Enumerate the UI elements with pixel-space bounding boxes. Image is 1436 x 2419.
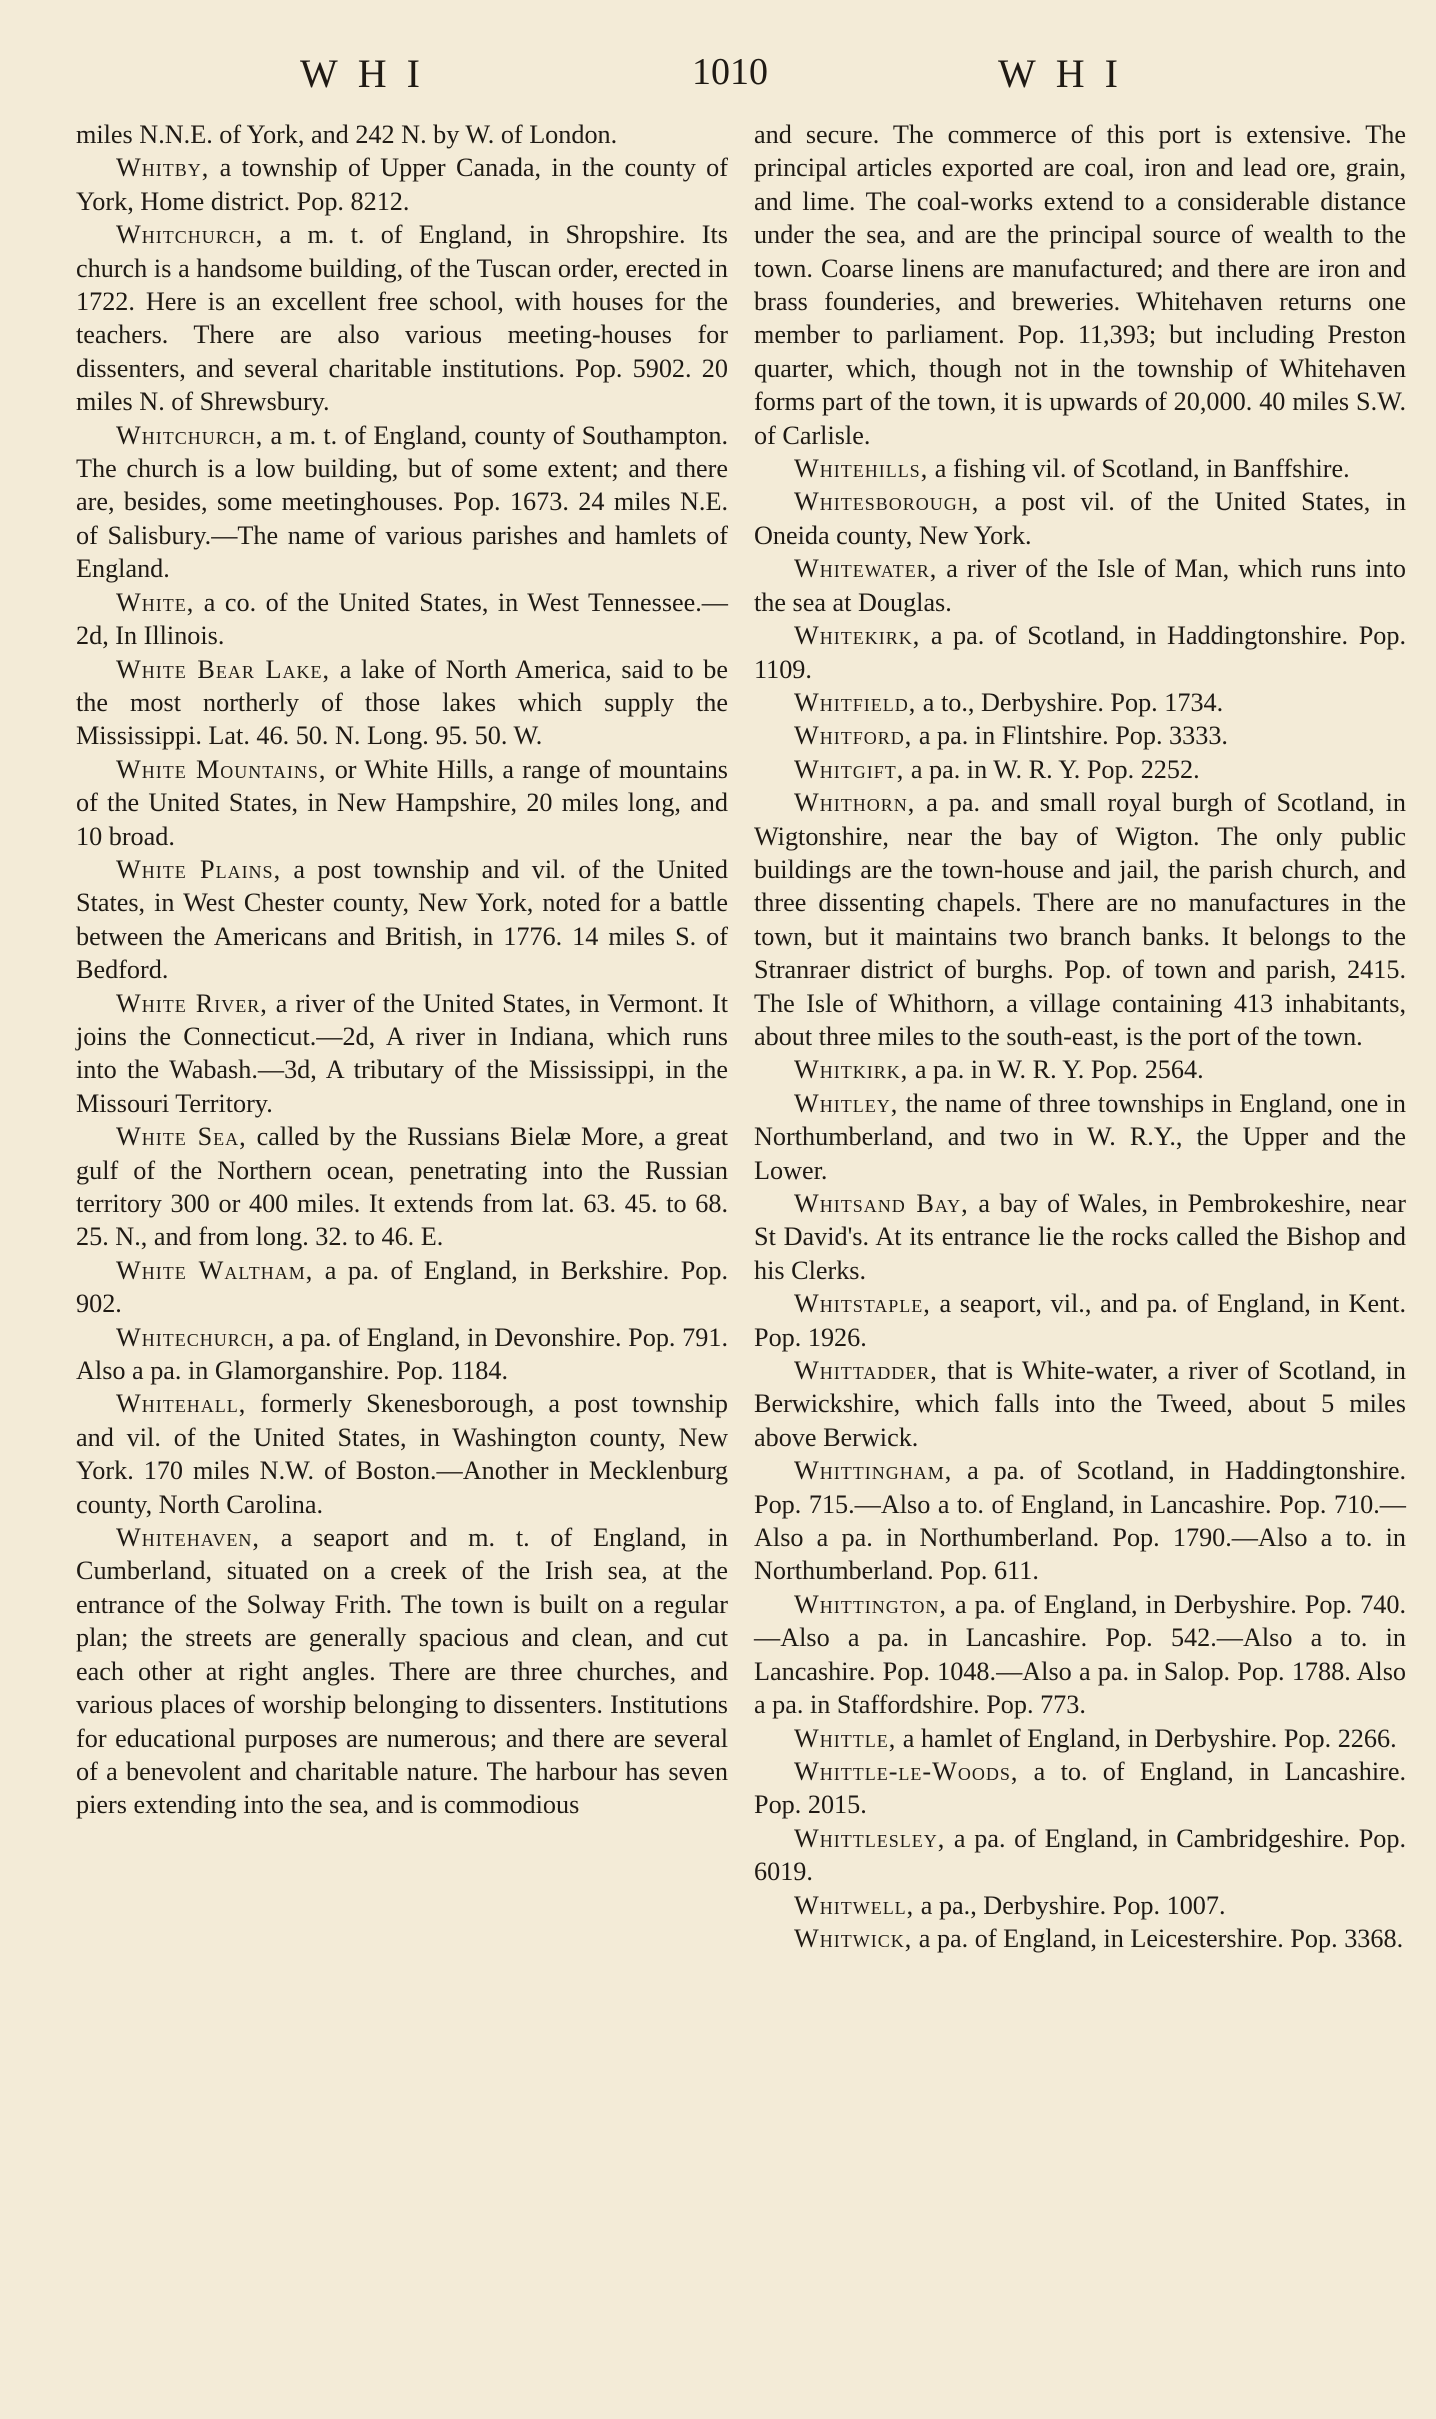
page-number: 1010	[692, 51, 768, 93]
entry-text: that is White-water, a river of Scotland, in Berwickshire, which falls into the Tweed, about 5 miles above Berwick.	[754, 1356, 1406, 1452]
header-right-guide-letters: WHI	[998, 51, 1138, 96]
entry-text: a co. of the United States, in West Tennessee.—2d, In Illinois.	[76, 587, 728, 651]
entry-headword: White,	[116, 587, 195, 617]
entry-text: a pa. of England, in Cambridgeshire. Pop. 6019.	[754, 1823, 1406, 1887]
entry	[754, 1053, 1406, 1086]
entry-headword: White Bear Lake,	[116, 654, 331, 684]
entry	[754, 619, 1406, 686]
entry-text: a pa. of England, in Leicestershire. Pop. 3368.	[912, 1923, 1404, 1953]
entry-text: a river of the United States, in Vermont. It joins the Connecticut.—2d, A river in Indiana, which runs into the Wabash.—3d, A tributary of the Mississippi, in the Missouri Territory.	[76, 988, 728, 1118]
entry-headword: Whitehaven,	[116, 1523, 260, 1553]
entry-headword: Whitford,	[794, 721, 913, 751]
entry-text: a pa. in W. R. Y. Pop. 2564.	[908, 1055, 1204, 1085]
entry-headword: Whitechurch,	[116, 1322, 276, 1352]
entry	[754, 552, 1406, 619]
entry-text: a seaport, vil., and pa. of England, in Kent. Pop. 1926.	[754, 1289, 1406, 1352]
header-left-guide-letters: WHI	[300, 51, 440, 96]
entry	[754, 1287, 1406, 1354]
entry-headword: Whitwell,	[794, 1890, 915, 1920]
entry-headword: White River,	[116, 988, 268, 1018]
entry	[754, 1755, 1406, 1822]
entry-headword: Whittle,	[794, 1723, 897, 1753]
entry-headword: Whithorn,	[794, 788, 916, 818]
entry	[754, 1454, 1406, 1588]
entry-headword: Whitsand Bay,	[794, 1189, 969, 1218]
running-header	[0, 50, 1436, 110]
entry-text: a fishing vil. of Scotland, in Banffshire.	[928, 454, 1350, 484]
entry-headword: Whitley,	[794, 1088, 899, 1118]
entry-text: a to. of England, in Lancashire. Pop. 2015.	[754, 1756, 1406, 1820]
entry-headword: Whittle-le-Woods,	[794, 1756, 1019, 1786]
entry-text: and secure. The commerce of this port is extensive. The principal articles exported are coal, iron and lead ore, grain, and lime. The coal-works extend to a considerable distance under the sea, and are the principal source of wealth to the town. Coarse linens are manufactured; and there are iron and brass founderies, and breweries. Whitehaven returns one member to parliament. Pop. 11,393; but including Preston quarter, which, though not in the township of Whitehaven forms part of the town, it is upwards of 20,000. 40 miles S.W. of Carlisle.	[754, 120, 1406, 450]
entry-text: a bay of Wales, in Pembrokeshire, near St David's. At its entrance lie the rocks called the Bishop and his Clerks.	[754, 1189, 1407, 1285]
entry-headword: Whitewater,	[794, 554, 938, 584]
entry-text: a pa. of Scotland, in Haddingtonshire. Pop. 1109.	[754, 621, 1406, 684]
entry-text: a pa. and small royal burgh of Scotland, in Wigtonshire, near the bay of Wigton. The only public buildings are the town-house and jail, the parish church, and three dissenting chapels. There are no manufactures in the town, but it maintains two branch banks. It belongs to the Stranraer district of burghs. Pop. of town and parish, 2415. The Isle of Whithorn, a village containing 413 inhabitants, about three miles to the south-east, is the port of the town.	[754, 788, 1406, 1051]
entry	[754, 1354, 1406, 1454]
entry	[76, 419, 728, 586]
entry	[76, 1120, 728, 1254]
entry-headword: White Waltham,	[116, 1255, 314, 1285]
entry	[754, 719, 1406, 752]
entry-headword: Whitgift,	[794, 754, 905, 784]
entry	[76, 1387, 728, 1521]
entry-headword: White Mountains,	[116, 754, 327, 784]
entry-headword: Whitby,	[116, 153, 210, 183]
entry-text: a pa. of England, in Devonshire. Pop. 791. Also a pa. in Glamorganshire. Pop. 1184.	[76, 1322, 728, 1386]
entry-headword: Whitehall,	[116, 1389, 247, 1419]
entry	[754, 1922, 1406, 1955]
entry-text: a seaport and m. t. of England, in Cumberland, situated on a creek of the Irish sea, at the entrance of the Solway Frith. The town is built on a regular plan; the streets are generally spacious and clean, and cut each other at right angles. There are three churches, and various places of worship belonging to dissenters. Institutions for educational purposes are numerous; and there are several of a benevolent and charitable nature. The harbour has seven piers extending into the sea, and is commodious	[76, 1523, 728, 1820]
entry-text: a m. t. of England, county of Southampton. The church is a low building, but of some extent; and there are, besides, some meetinghouses. Pop. 1673. 24 miles N.E. of Salisbury.—The name of various parishes and hamlets of England.	[76, 420, 728, 584]
entry-text: a post township and vil. of the United States, in West Chester county, New York, noted for a battle between the Americans and British, in 1776. 14 miles S. of Bedford.	[76, 854, 728, 985]
entry	[76, 653, 728, 753]
entry-text: or White Hills, a range of mountains of the United States, in New Hampshire, 20 miles long, and 10 broad.	[76, 754, 728, 851]
entry-headword: Whittingham,	[794, 1456, 953, 1486]
entry	[76, 753, 728, 853]
entry	[754, 686, 1406, 719]
entry-text: a post vil. of the United States, in Oneida county, New York.	[754, 487, 1406, 550]
entry	[76, 151, 728, 218]
entry-text: a pa. of England, in Derbyshire. Pop. 740.—Also a pa. in Lancashire. Pop. 542.—Also a to. in Lancashire. Pop. 1048.—Also a pa. in Salop. Pop. 1788. Also a pa. in Staffordshire. Pop. 773.	[754, 1589, 1406, 1720]
entry-headword: Whitfield,	[794, 687, 917, 717]
left-column	[76, 118, 728, 1822]
entry-text: a pa. of England, in Berkshire. Pop. 902.	[76, 1255, 728, 1319]
entry-text: a pa. in W. R. Y. Pop. 2252.	[904, 754, 1200, 784]
entry	[754, 1889, 1406, 1922]
entry-text: a lake of North America, said to be the most northerly of those lakes which supply the Mississippi. Lat. 46. 50. N. Long. 95. 50. W.	[76, 654, 728, 751]
entry-headword: Whittington,	[794, 1589, 947, 1619]
entry	[754, 753, 1406, 786]
entry-text: a pa. of Scotland, in Haddingtonshire. Pop. 715.—Also a to. of England, in Lancashire. Pop. 710.—Also a pa. in Northumberland. Pop. 1790.—Also a to. in Northumberland. Pop. 611.	[754, 1456, 1406, 1586]
entry-headword: Whittadder,	[794, 1356, 938, 1386]
entry-headword: Whitwick,	[794, 1923, 913, 1953]
entry-headword: Whitesborough,	[794, 487, 980, 517]
entry-text: called by the Russians Bielæ More, a great gulf of the Northern ocean, penetrating into the Russian territory 300 or 400 miles. It extends from lat. 63. 45. to 68. 25. N., and from long. 32. to 46. E.	[76, 1122, 728, 1252]
entry-headword: Whittlesley,	[794, 1823, 946, 1853]
entry-headword: Whitekirk,	[794, 621, 921, 651]
entry-text: a river of the Isle of Man, which runs into the sea at Douglas.	[754, 554, 1406, 617]
right-column	[754, 118, 1406, 1955]
entry-text: a m. t. of England, in Shropshire. Its church is a handsome building, of the Tuscan order, erected in 1722. Here is an excellent free school, with houses for the teachers. There are also various meeting-houses for dissenters, and several charitable institutions. Pop. 5902. 20 miles N. of Shrewsbury.	[76, 220, 728, 417]
entry	[754, 1822, 1406, 1889]
entry-text: a hamlet of England, in Derbyshire. Pop. 2266.	[896, 1723, 1397, 1753]
entry-headword: Whitchurch,	[116, 220, 264, 250]
entry-text: miles N.N.E. of York, and 242 N. by W. of London.	[76, 120, 618, 149]
entry-headword: Whitehills,	[794, 454, 929, 484]
entry-text: a pa., Derbyshire. Pop. 1007.	[914, 1890, 1226, 1920]
entry-text: a to., Derbyshire. Pop. 1734.	[916, 687, 1224, 717]
entry-text: the name of three townships in England, one in Northumberland, and two in W. R.Y., the Upper and the Lower.	[754, 1088, 1406, 1185]
entry	[754, 485, 1406, 552]
entry-text: a township of Upper Canada, in the county of York, Home district. Pop. 8212.	[76, 153, 728, 216]
entry	[76, 853, 728, 987]
entry	[76, 1254, 728, 1321]
entry	[76, 586, 728, 653]
entry-continuation	[76, 118, 728, 151]
entry-headword: Whitstaple,	[794, 1289, 931, 1319]
entry	[76, 987, 728, 1121]
entry	[754, 452, 1406, 485]
entry	[754, 1087, 1406, 1187]
entry-continuation	[754, 118, 1406, 452]
entry-headword: White Sea,	[116, 1122, 247, 1152]
entry	[754, 1722, 1406, 1755]
entry-headword: White Plains,	[116, 854, 282, 884]
entry	[754, 1187, 1406, 1287]
entry	[76, 1321, 728, 1388]
entry-text: formerly Skenesborough, a post township and vil. of the United States, in Washington county, New York. 170 miles N.W. of Boston.—Another in Mecklenburg county, North Carolina.	[76, 1389, 728, 1519]
entry	[76, 218, 728, 418]
entry-text: a pa. in Flintshire. Pop. 3333.	[912, 721, 1228, 751]
entry-headword: Whitkirk,	[794, 1055, 909, 1085]
entry	[754, 786, 1406, 1053]
entry-headword: Whitchurch,	[116, 420, 264, 450]
entry	[76, 1521, 728, 1822]
entry	[754, 1588, 1406, 1722]
